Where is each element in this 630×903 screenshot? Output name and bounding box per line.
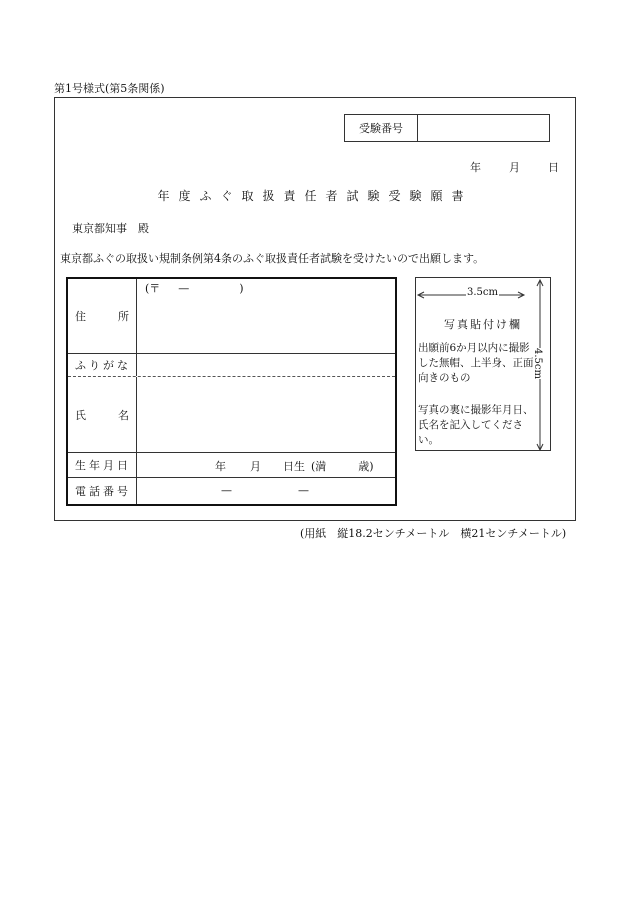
name-field[interactable] <box>137 377 395 452</box>
form-title: 年度ふぐ取扱責任者試験受験願書 <box>157 189 473 203</box>
form-number-label: 第1号様式(第5条関係) <box>54 82 165 95</box>
exam-number-label: 受験番号 <box>345 115 418 141</box>
date-day: 日 <box>548 161 559 174</box>
photo-requirement: 出願前6か月以内に撮影した無帽、上半身、正面向きのもの <box>418 342 534 384</box>
application-date <box>470 159 559 175</box>
name-row <box>68 377 395 453</box>
address-row <box>68 279 395 354</box>
photo-back-note: 写真の裏に撮影年月日、氏名を記入してください。 <box>418 404 534 446</box>
phone-dash-2: — <box>298 484 309 497</box>
birth-month: 月 <box>250 460 261 473</box>
furigana-field[interactable] <box>137 354 395 376</box>
phone-dash-1: — <box>221 484 232 497</box>
date-year: 年 <box>470 161 481 174</box>
name-label: 氏 名 <box>68 377 137 452</box>
photo-height-label: 4.5cm <box>532 348 543 379</box>
photo-width-label: 3.5cm <box>467 287 498 298</box>
birthdate-label: 生年月日 <box>68 453 137 477</box>
birth-year: 年 <box>215 460 226 473</box>
age-open: (満 <box>311 460 327 473</box>
photo-box[interactable] <box>415 277 551 451</box>
address-label: 住 所 <box>68 279 137 353</box>
phone-field[interactable] <box>137 478 395 504</box>
photo-title: 写真貼付け欄 <box>444 318 522 331</box>
application-statement: 東京都ふぐの取扱い規制条例第4条のふぐ取扱責任者試験を受けたいので出願します。 <box>60 252 485 265</box>
applicant-table <box>66 277 397 506</box>
addressee: 東京都知事 殿 <box>72 222 149 235</box>
exam-number-box <box>344 114 550 142</box>
phone-label: 電話番号 <box>68 478 137 504</box>
date-month: 月 <box>509 161 520 174</box>
furigana-row <box>68 354 395 377</box>
furigana-label: ふりがな <box>68 354 137 376</box>
age-close: 歳) <box>358 460 374 473</box>
birthdate-field[interactable] <box>137 453 395 477</box>
exam-number-field[interactable] <box>418 115 549 141</box>
address-field[interactable] <box>137 279 395 353</box>
birth-day: 日生 <box>283 460 305 473</box>
paper-size-note: (用紙 縦18.2センチメートル 横21センチメートル) <box>300 527 567 540</box>
phone-row <box>68 478 395 504</box>
birthdate-row <box>68 453 395 478</box>
postal-code-field[interactable]: (〒 — ) <box>145 282 244 295</box>
